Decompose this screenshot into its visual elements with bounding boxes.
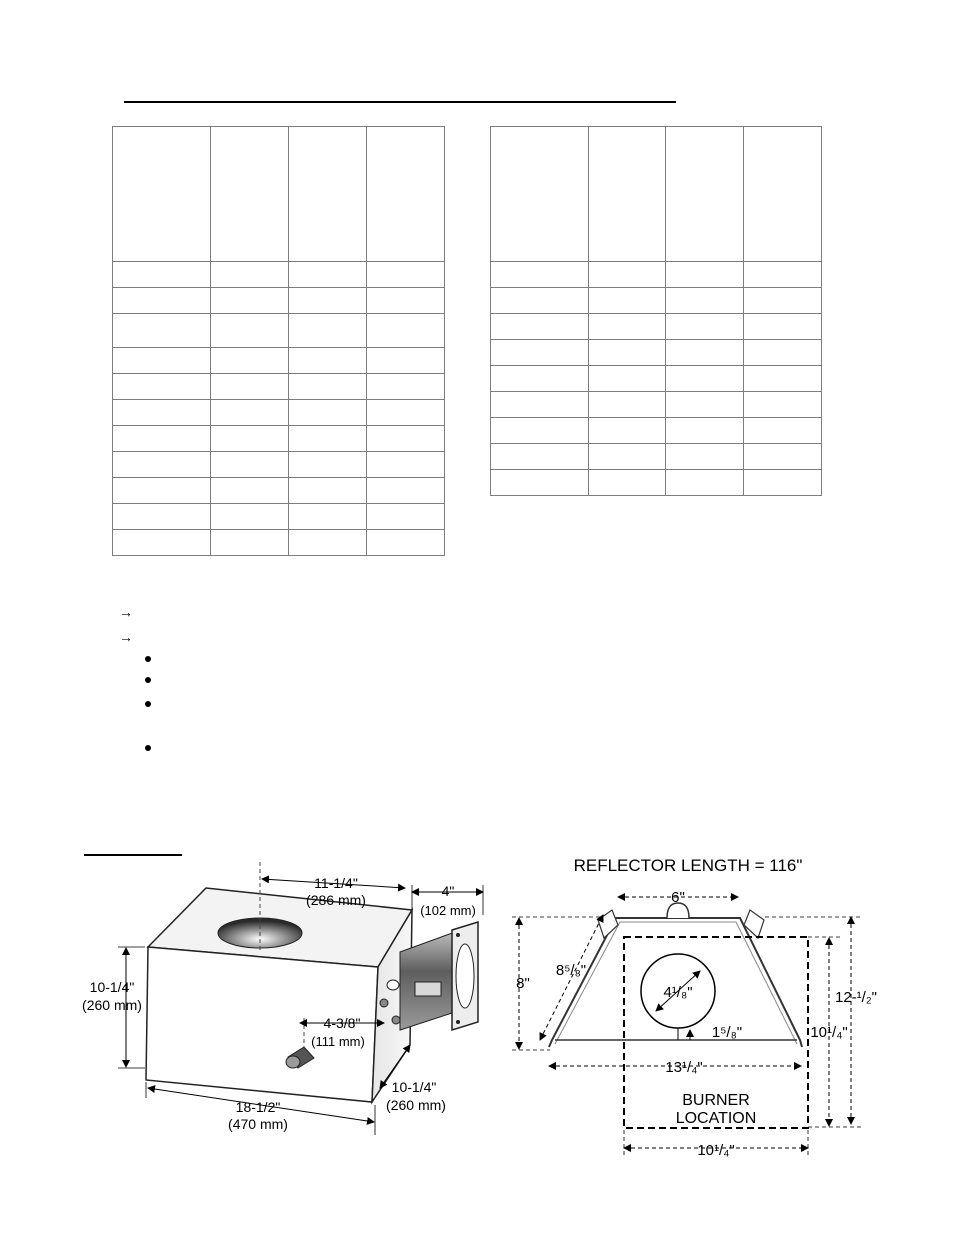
reflector-dim-burner-width: 10¹/₄" [697,1142,735,1159]
table-cell [589,288,666,314]
table-cell [211,426,289,452]
table-cell [666,418,744,444]
spec-table-right [490,126,822,496]
table-cell [367,530,445,556]
table-cell [211,400,289,426]
table-row [491,470,822,496]
table-cell [367,504,445,530]
table-cell [367,262,445,288]
table-cell [491,127,589,262]
reflector-dim-offset: 1⁵/₈" [711,1024,743,1041]
reflector-dim-total-height: 12-¹/₂" [835,989,877,1006]
bullet-icon [145,677,151,683]
table-cell [367,452,445,478]
table-cell [589,418,666,444]
table-cell [289,426,367,452]
table-cell [113,426,211,452]
dim-depth-mm-label: (260 mm) [386,1097,446,1113]
table-cell [289,262,367,288]
table-cell [666,470,744,496]
table-cell [289,400,367,426]
table-row [491,288,822,314]
burner-box-drawing [82,862,483,1135]
reflector-dim-circle: 4¹/₈" [663,984,693,1001]
table-cell [666,444,744,470]
table-cell [113,478,211,504]
reflector-dim-width: 13¹/₄" [665,1059,703,1076]
table-cell [113,288,211,314]
dim-inlet-label: 4-3/8" [323,1015,361,1031]
table-row [491,340,822,366]
table-cell [367,400,445,426]
bullet-icon [145,701,151,707]
table-row [113,374,445,400]
table-cell [289,314,367,348]
arrow-icon: → [119,604,133,620]
dim-depth-label: 10-1/4" [391,1079,437,1095]
table-row [113,530,445,556]
dim-length-label: 18-1/2" [235,1099,281,1115]
table-cell [211,288,289,314]
table-cell [744,340,822,366]
reflector-title: REFLECTOR LENGTH = 116" [573,856,803,875]
table-cell [491,444,589,470]
table-cell [744,418,822,444]
table-cell [211,478,289,504]
spec-table-left [112,126,445,556]
table-cell [491,366,589,392]
table-cell [113,400,211,426]
table-row [491,127,822,262]
dimension-figures [0,840,954,1235]
table-cell [589,262,666,288]
table-cell [367,348,445,374]
table-cell [666,262,744,288]
table-cell [211,504,289,530]
table-cell [211,348,289,374]
table-cell [744,444,822,470]
table-row [113,504,445,530]
table-cell [289,288,367,314]
table-cell [666,340,744,366]
table-cell [113,374,211,400]
table-cell [491,340,589,366]
table-cell [289,452,367,478]
table-cell [211,452,289,478]
table-row [113,452,445,478]
dim-flange-mm-label: (102 mm) [420,903,476,918]
table-cell [491,470,589,496]
table-cell [289,478,367,504]
reflector-dim-top: 6" [671,889,685,906]
table-cell [589,314,666,340]
dim-length-mm-label: (470 mm) [228,1116,288,1132]
burner-location-line2: LOCATION [675,1110,757,1127]
table-cell [367,426,445,452]
table-row [113,288,445,314]
table-cell [113,314,211,348]
table-row [113,262,445,288]
table-cell [491,288,589,314]
table-cell [367,374,445,400]
table-cell [589,366,666,392]
table-row [113,400,445,426]
table-cell [666,392,744,418]
table-cell [744,366,822,392]
table-cell [113,127,211,262]
table-cell [589,444,666,470]
table-cell [289,530,367,556]
dim-top-label: 11-1/4" [314,875,358,891]
table-cell [211,127,289,262]
table-cell [491,314,589,340]
table-row [491,262,822,288]
table-cell [589,127,666,262]
table-cell [367,127,445,262]
table-row [113,314,445,348]
bullet-icon [145,745,151,751]
table-cell [289,127,367,262]
table-row [491,444,822,470]
table-cell [113,262,211,288]
table-cell [367,478,445,504]
table-cell [367,288,445,314]
table-row [113,478,445,504]
table-cell [666,366,744,392]
reflector-dim-side: 8⁵/₈" [555,962,587,979]
table-row [491,418,822,444]
table-cell [211,262,289,288]
reflector-dim-height: 8" [516,975,530,992]
table-cell [744,392,822,418]
table-cell [113,504,211,530]
table-row [113,127,445,262]
table-cell [589,340,666,366]
table-cell [589,470,666,496]
table-cell [491,418,589,444]
dim-flange-label: 4" [441,883,455,899]
burner-location-line1: BURNER [682,1092,750,1109]
table-cell [666,127,744,262]
table-cell [666,288,744,314]
table-cell [113,452,211,478]
table-cell [211,530,289,556]
table-cell [744,127,822,262]
table-cell [113,530,211,556]
table-row [113,348,445,374]
table-cell [744,470,822,496]
table-row [491,314,822,340]
table-cell [744,288,822,314]
table-cell [289,374,367,400]
reflector-dim-burner-height: 10¹/₄" [810,1024,848,1041]
table-cell [491,392,589,418]
table-cell [211,374,289,400]
dim-top-mm-label: (286 mm) [306,892,366,908]
dim-height-mm-label: (260 mm) [82,997,142,1013]
table-cell [589,392,666,418]
table-cell [367,314,445,348]
bullet-icon [145,656,151,662]
table-cell [289,504,367,530]
dim-height-label: 10-1/4" [89,979,135,995]
table-cell [289,348,367,374]
table-cell [211,314,289,348]
dim-inlet-mm-label: (111 mm) [311,1034,365,1049]
table-cell [491,262,589,288]
table-row [491,392,822,418]
table-cell [666,314,744,340]
table-cell [113,348,211,374]
arrow-icon: → [119,629,133,645]
table-cell [744,314,822,340]
table-row [491,366,822,392]
reflector-drawing [512,856,877,1159]
table-row [113,426,445,452]
table-cell [744,262,822,288]
section-title-underline [124,101,676,103]
